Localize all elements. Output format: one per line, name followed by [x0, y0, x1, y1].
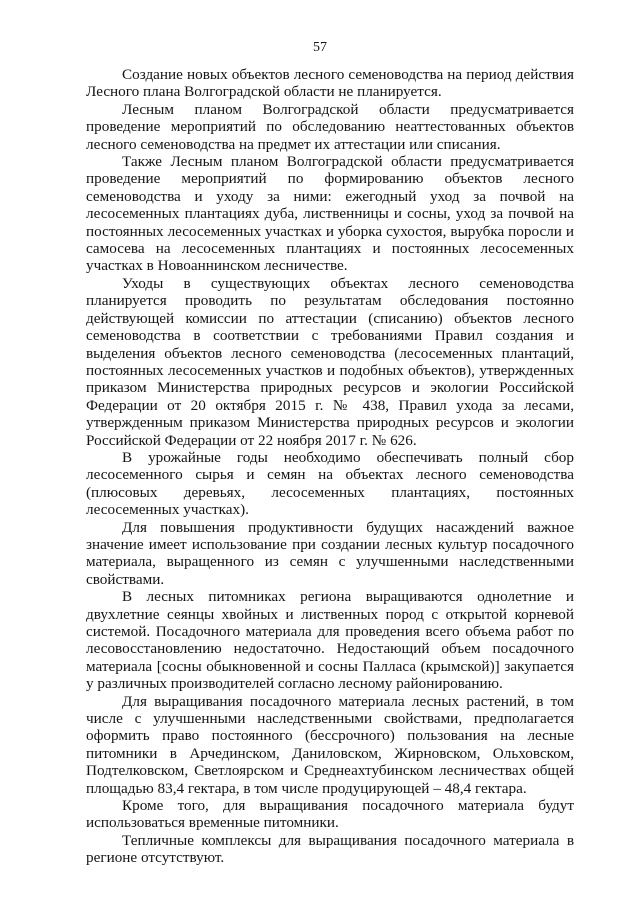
paragraph-nursery-rights: Для выращивания посадочного материала лесных растений, в том числе с улучшенными наследственными свойствами, предполагается оформить право постоянного (бессрочного) пользования на лесные питомники в Арчединском, Даниловском, Жирновском, Ольховском, Подтелковском, Светлоярском и Среднеахтубинском лесничествах общей площадью 83,4 гектара, в том числе продуцирующей – 48,4 гектара.: [86, 692, 574, 797]
document-body: [86, 66, 574, 867]
paragraph-nurseries: В лесных питомниках региона выращиваются однолетние и двухлетние сеянцы хвойных и лиственных пород с открытой корневой системой. Посадочного материала для проведения всего объема работ по лесовосстановлению недостаточно. Недостающий объем посадочного материала [сосны обыкновенной и сосны Палласа (крымской)] закупается у различных производителей согласно лесному районированию.: [86, 588, 574, 693]
paragraph-inspection: Лесным планом Волгоградской области предусматривается проведение мероприятий по обследованию неаттестованных объектов лесного семеноводства на предмет их аттестации или списания.: [86, 100, 574, 153]
paragraph-seed-collection: В урожайные годы необходимо обеспечивать полный сбор лесосеменного сырья и семян на объектах лесного семеноводства (плюсовых деревьях, лесосеменных плантациях, постоянных лесосеменных участках).: [86, 448, 574, 519]
paragraph-productivity: Для повышения продуктивности будущих насаждений важное значение имеет использование при создании лесных культур посадочного материала, выращенного из семян с улучшенными наследственными свойствами.: [86, 518, 574, 588]
paragraph-greenhouses: Тепличные комплексы для выращивания посадочного материала в регионе отсутствуют.: [86, 831, 574, 867]
paragraph-formation-care: Также Лесным планом Волгоградской области предусматривается проведение мероприятий по формированию объектов лесного семеноводства и уходу за ними: ежегодный уход за почвой на лесосеменных плантациях дуба, лиственницы и сосны, уход за почвой на постоянных лесосеменных участках и уборка сухостоя, вырубка поросли и самосева на лесосеменных плантациях и постоянных лесосеменных участках в Новоаннинском лесничестве.: [86, 153, 574, 275]
page-number: 57: [313, 40, 327, 55]
paragraph-temporary-nurseries: Кроме того, для выращивания посадочного материала будут использоваться временные питомники.: [86, 797, 574, 832]
paragraph-no-new-objects: Создание новых объектов лесного семеноводства на период действия Лесного плана Волгоградской области не планируется.: [86, 66, 574, 101]
paragraph-care-rules: Уходы в существующих объектах лесного семеноводства планируется проводить по результатам обследования постоянно действующей комиссии по аттестации (списанию) объектов лесного семеноводства в соответствии с требованиями Правил создания и выделения объектов лесного семеноводства (лесосеменных плантаций, постоянных лесосеменных участков и подобных объектов), утвержденных приказом Министерства природных ресурсов и экологии Российской Федерации от 20 октября 2015 г. № 438, Правил ухода за лесами, утвержденным приказом Министерства природных ресурсов и экологии Российской Федерации от 22 ноября 2017 г. № 626.: [86, 274, 574, 449]
